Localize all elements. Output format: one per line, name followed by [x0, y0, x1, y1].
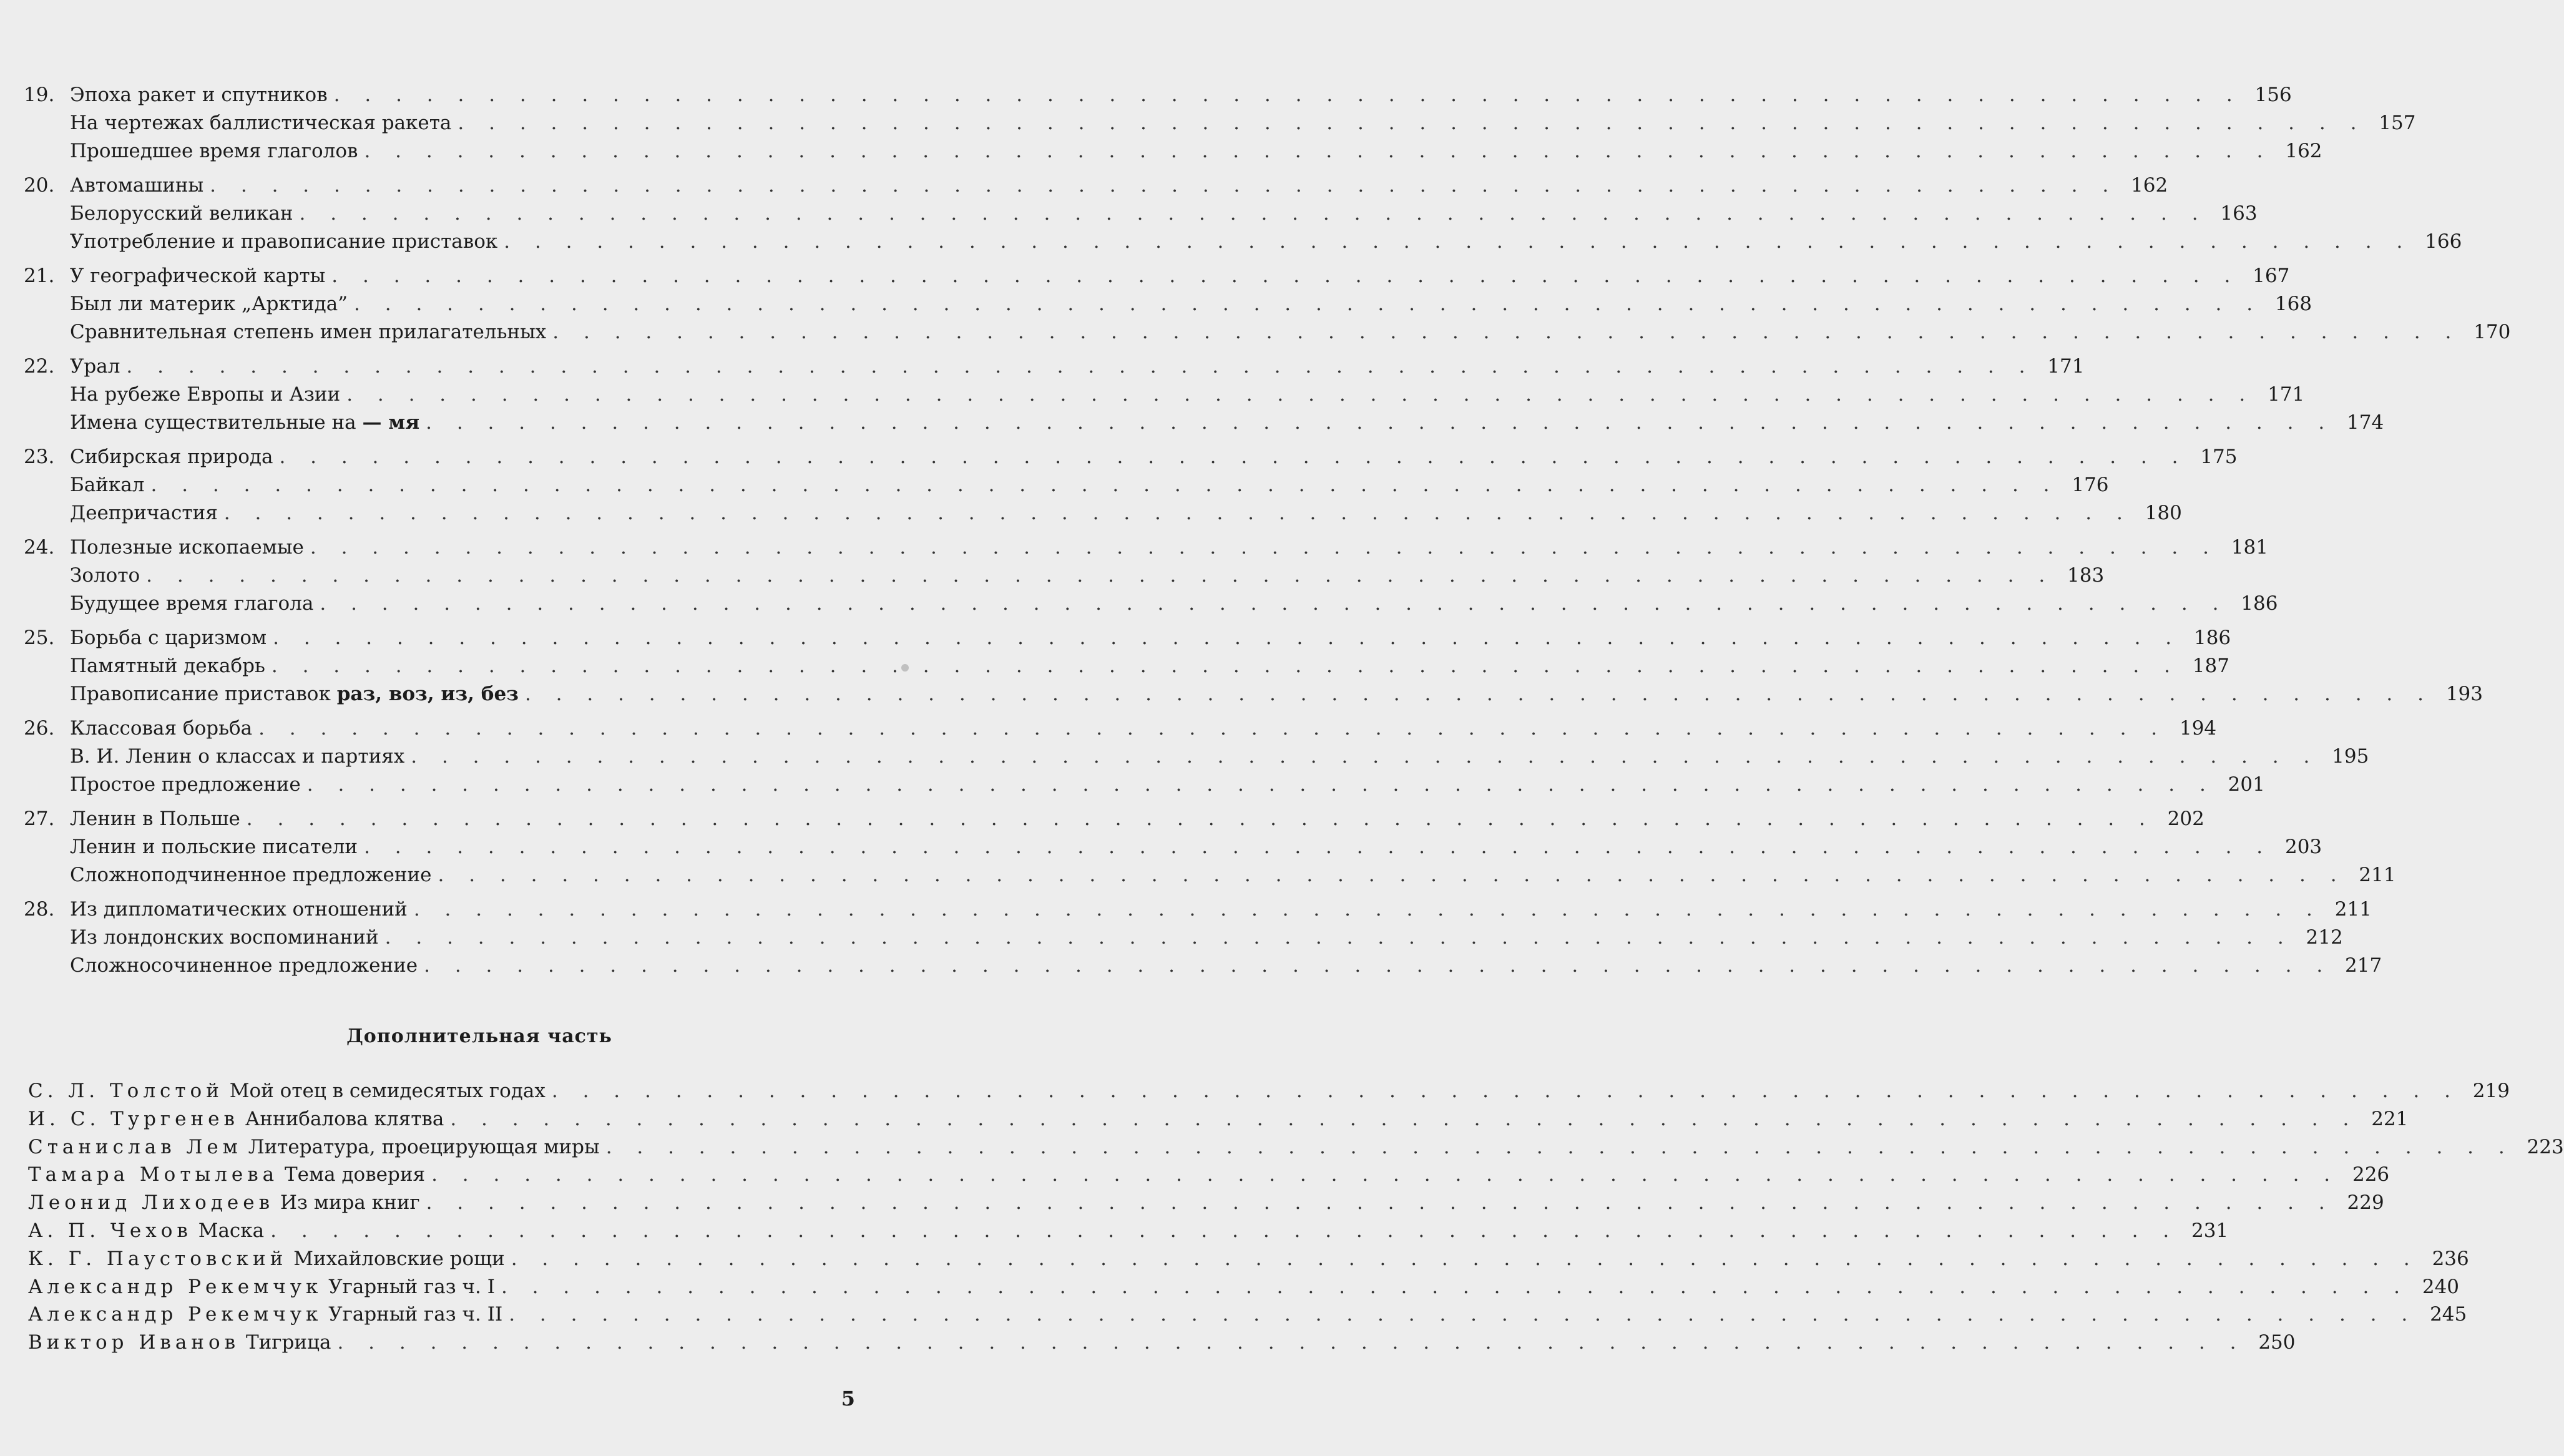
entry-author: К. Г. Паустовский — [28, 1247, 288, 1270]
entry-title — [70, 81, 328, 109]
dot-leader — [450, 1105, 2358, 1133]
page-ref: 245 — [2430, 1303, 2467, 1326]
dot-leader — [511, 1245, 2419, 1273]
toc-entry — [24, 137, 2322, 165]
entry-title — [70, 137, 358, 165]
supplement-entry — [28, 1245, 2469, 1273]
entry-title — [70, 771, 301, 799]
entry-title-text: Простое предложение — [70, 773, 301, 796]
entry-work-title: Угарный газ ч. II — [328, 1303, 503, 1326]
entry-author: Тамара Мотылева — [28, 1163, 279, 1186]
toc-entry — [24, 381, 2305, 409]
entry-title — [70, 562, 140, 590]
dot-leader — [300, 200, 2208, 228]
toc-group — [24, 353, 2384, 437]
entry-title — [70, 861, 432, 889]
chapter-number: 22. — [24, 355, 55, 378]
entry-title-text: Ленин в Польше — [70, 808, 240, 830]
dot-leader — [438, 861, 2346, 889]
dot-leader — [552, 1077, 2460, 1105]
page-ref: 171 — [2268, 383, 2305, 406]
supplement-entry — [28, 1329, 2296, 1357]
entry-title — [28, 1245, 505, 1273]
entry-title — [70, 896, 408, 924]
page-ref: 175 — [2200, 446, 2238, 468]
dot-leader — [504, 228, 2412, 256]
page-ref: 168 — [2274, 293, 2312, 315]
dot-leader — [150, 471, 2058, 499]
toc-entry — [24, 290, 2312, 318]
page-ref: 201 — [2228, 773, 2265, 796]
chapter-number: 23. — [24, 446, 55, 468]
entry-title — [70, 172, 203, 200]
page-ref: 223 — [2527, 1135, 2564, 1158]
toc-group — [24, 172, 2462, 256]
page-ref: 202 — [2167, 808, 2204, 830]
dot-leader — [334, 81, 2242, 109]
dot-leader — [279, 443, 2187, 471]
toc-entry — [24, 534, 2268, 562]
entry-title-text: Из дипломатических отношений — [70, 898, 408, 921]
supplement-entry — [28, 1273, 2460, 1301]
page-ref: 167 — [2253, 265, 2290, 287]
supplement-entry — [28, 1189, 2384, 1217]
toc-entry — [24, 652, 2229, 680]
entry-author: И. С. Тургенев — [28, 1107, 239, 1130]
dot-leader — [337, 1329, 2245, 1357]
page-ref: 211 — [2359, 864, 2396, 886]
table-of-contents — [24, 81, 2511, 986]
entry-title — [70, 715, 252, 743]
toc-entry — [24, 952, 2382, 980]
entry-title — [70, 318, 546, 346]
dot-leader — [320, 590, 2228, 618]
section-heading: Дополнительная часть — [346, 1025, 612, 1047]
entry-title — [28, 1217, 264, 1245]
dot-leader — [273, 624, 2181, 652]
page-ref: 217 — [2345, 954, 2382, 977]
entry-title — [70, 743, 404, 771]
entry-title — [28, 1301, 502, 1329]
page-ref: 229 — [2347, 1191, 2384, 1214]
entry-title-text: Урал — [70, 355, 120, 378]
toc-entry — [24, 318, 2511, 346]
chapter-number: 25. — [24, 627, 55, 649]
entry-title-text: Эпоха ракет и спутников — [70, 84, 328, 106]
entry-title — [28, 1105, 444, 1133]
toc-entry — [24, 443, 2238, 471]
toc-entry — [24, 924, 2343, 952]
entry-title — [70, 262, 325, 290]
dot-leader — [414, 896, 2322, 924]
toc-entry — [24, 262, 2290, 290]
page-ref: 240 — [2422, 1275, 2460, 1298]
page-ref: 157 — [2379, 112, 2416, 134]
entry-author: Александр Рекемчук — [28, 1303, 323, 1326]
chapter-number: 27. — [24, 808, 55, 830]
toc-entry — [24, 680, 2483, 708]
dot-leader — [458, 109, 2366, 137]
entry-title-text: Имена существительные на — [70, 411, 356, 434]
entry-title — [28, 1273, 495, 1301]
page-ref: 186 — [2193, 627, 2231, 649]
toc-group — [24, 715, 2369, 799]
dot-leader — [426, 409, 2334, 437]
paper-speck — [901, 664, 909, 672]
toc-entry — [24, 81, 2292, 109]
entry-title-text: Из лондонских воспоминаний — [70, 926, 379, 949]
entry-title-text: Был ли материк „Арктида” — [70, 293, 348, 315]
toc-group — [24, 624, 2483, 708]
entry-work-title: Литература, проецирующая миры — [248, 1135, 600, 1158]
toc-group — [24, 81, 2416, 165]
dot-leader — [525, 680, 2433, 708]
dot-leader — [310, 534, 2218, 562]
entry-title — [70, 499, 218, 527]
page-ref: 221 — [2371, 1107, 2409, 1130]
entry-author: Леонид Лиходеев — [28, 1191, 275, 1214]
page-ref: 194 — [2179, 717, 2217, 740]
page-ref: 162 — [2131, 174, 2168, 197]
toc-group — [24, 805, 2396, 889]
entry-work-title: Угарный газ ч. I — [328, 1275, 495, 1298]
dot-leader — [258, 715, 2166, 743]
dot-leader — [606, 1133, 2514, 1161]
dot-leader — [146, 562, 2054, 590]
dot-leader — [224, 499, 2132, 527]
toc-entry — [24, 562, 2105, 590]
toc-entry — [24, 200, 2258, 228]
toc-entry — [24, 109, 2416, 137]
supplement-entry — [28, 1217, 2229, 1245]
toc-group — [24, 443, 2238, 527]
page-number: 5 — [841, 1387, 855, 1410]
toc-group — [24, 262, 2511, 346]
entry-title-bold: раз, воз, из, без — [336, 683, 519, 705]
dot-leader — [270, 1217, 2178, 1245]
toc-entry — [24, 805, 2204, 833]
entry-work-title: Тема доверия — [285, 1163, 426, 1186]
dot-leader — [247, 805, 2155, 833]
page-ref: 211 — [2334, 898, 2372, 921]
entry-title — [70, 590, 313, 618]
entry-work-title: Михайловские рощи — [293, 1247, 505, 1270]
entry-title — [70, 290, 348, 318]
entry-title-text: Сложносочиненное предложение — [70, 954, 418, 977]
entry-title-text: На рубеже Европы и Азии — [70, 383, 341, 406]
page-ref: 156 — [2254, 84, 2292, 106]
entry-title — [28, 1133, 600, 1161]
entry-title — [70, 200, 293, 228]
entry-title — [70, 652, 265, 680]
page-ref: 181 — [2231, 536, 2268, 559]
chapter-number: 20. — [24, 174, 55, 197]
dot-leader — [126, 353, 2034, 381]
entry-title-text: Ленин и польские писатели — [70, 836, 358, 858]
toc-entry — [24, 471, 2109, 499]
toc-entry — [24, 896, 2372, 924]
supplementary-contents — [28, 1077, 2564, 1357]
chapter-number: 28. — [24, 898, 55, 921]
dot-leader — [411, 743, 2319, 771]
entry-work-title: Из мира книг — [280, 1191, 420, 1214]
dot-leader — [431, 1161, 2339, 1189]
page-ref: 193 — [2445, 683, 2483, 705]
entry-title-text: Употребление и правописание приставок — [70, 230, 498, 253]
toc-entry — [24, 353, 2085, 381]
entry-title — [70, 228, 497, 256]
dot-leader — [426, 1189, 2334, 1217]
entry-title-text: Сложноподчиненное предложение — [70, 864, 432, 886]
chapter-number: 24. — [24, 536, 55, 559]
entry-title-text: Деепричастия — [70, 502, 218, 524]
dot-leader — [552, 318, 2460, 346]
page-ref: 174 — [2347, 411, 2384, 434]
entry-title — [28, 1329, 331, 1357]
entry-title-text: Белорусский великан — [70, 202, 293, 225]
entry-title-text: Борьба с царизмом — [70, 627, 267, 649]
entry-title-text: В. И. Ленин о классах и партиях — [70, 745, 405, 768]
entry-title-text: Полезные ископаемые — [70, 536, 304, 559]
toc-entry — [24, 715, 2217, 743]
supplement-entry — [28, 1161, 2390, 1189]
dot-leader — [210, 172, 2118, 200]
page-ref: 186 — [2241, 592, 2278, 615]
entry-title-text: У географической карты — [70, 265, 326, 287]
entry-title — [70, 109, 451, 137]
entry-work-title: Аннибалова клятва — [245, 1107, 444, 1130]
page-ref: 162 — [2285, 140, 2322, 162]
toc-entry — [24, 499, 2182, 527]
page-ref: 170 — [2473, 321, 2511, 343]
page-ref: 203 — [2284, 836, 2322, 858]
toc-entry — [24, 409, 2384, 437]
page-ref: 163 — [2220, 202, 2258, 225]
toc-entry — [24, 861, 2396, 889]
dot-leader — [424, 952, 2332, 980]
entry-title-bold: — мя — [362, 411, 420, 434]
entry-title — [28, 1189, 420, 1217]
entry-title-text: На чертежах баллистическая ракета — [70, 112, 452, 134]
toc-entry — [24, 624, 2231, 652]
page-ref: 171 — [2047, 355, 2085, 378]
toc-group — [24, 534, 2278, 618]
dot-leader — [307, 771, 2215, 799]
dot-leader — [364, 833, 2272, 861]
dot-leader — [272, 652, 2180, 680]
entry-title — [70, 443, 273, 471]
entry-work-title: Маска — [198, 1219, 265, 1242]
page-ref: 250 — [2258, 1331, 2296, 1354]
entry-title-text: Автомашины — [70, 174, 204, 197]
entry-author: Станислав Лем — [28, 1135, 242, 1158]
page-ref: 187 — [2192, 655, 2229, 677]
page-ref: 226 — [2352, 1163, 2390, 1186]
entry-title — [28, 1161, 425, 1189]
dot-leader — [501, 1273, 2409, 1301]
entry-work-title: Тигрица — [245, 1331, 331, 1354]
entry-title — [70, 952, 418, 980]
page-ref: 166 — [2425, 230, 2462, 253]
toc-entry — [24, 833, 2322, 861]
entry-title-text: Сибирская природа — [70, 446, 273, 468]
entry-title — [70, 471, 144, 499]
entry-title-text: Сравнительная степень имен прилагательных — [70, 321, 547, 343]
entry-title-text: Памятный декабрь — [70, 655, 265, 677]
entry-title — [70, 624, 267, 652]
entry-title — [28, 1077, 546, 1105]
dot-leader — [331, 262, 2239, 290]
entry-title — [70, 381, 340, 409]
dot-leader — [364, 137, 2272, 165]
page-ref: 176 — [2072, 474, 2109, 496]
supplement-entry — [28, 1133, 2564, 1161]
entry-author: Виктор Иванов — [28, 1331, 240, 1354]
page-ref: 195 — [2332, 745, 2369, 768]
page-ref: 180 — [2145, 502, 2182, 524]
supplement-entry — [28, 1077, 2510, 1105]
dot-leader — [385, 924, 2293, 952]
toc-group — [24, 896, 2382, 980]
entry-title — [70, 833, 358, 861]
toc-entry — [24, 590, 2278, 618]
entry-author: А. П. Чехов — [28, 1219, 192, 1242]
entry-title — [70, 805, 240, 833]
dot-leader — [354, 290, 2262, 318]
entry-title-text: Классовая борьба — [70, 717, 253, 740]
page-ref: 236 — [2432, 1247, 2469, 1270]
entry-title-text: Байкал — [70, 474, 145, 496]
entry-author: Александр Рекемчук — [28, 1275, 323, 1298]
dot-leader — [509, 1301, 2417, 1329]
supplement-entry — [28, 1301, 2467, 1329]
entry-title — [70, 534, 304, 562]
toc-entry — [24, 771, 2265, 799]
supplement-entry — [28, 1105, 2409, 1133]
entry-title — [70, 409, 419, 437]
entry-title — [70, 680, 519, 708]
chapter-number: 21. — [24, 265, 55, 287]
page-ref: 212 — [2306, 926, 2343, 949]
entry-author: С. Л. Толстой — [28, 1080, 223, 1102]
entry-title-text: Правописание приставок — [70, 683, 331, 705]
entry-title — [70, 353, 120, 381]
chapter-number: 26. — [24, 717, 55, 740]
toc-entry — [24, 743, 2369, 771]
entry-title-text: Прошедшее время глаголов — [70, 140, 358, 162]
page-ref: 231 — [2191, 1219, 2229, 1242]
entry-title-text: Будущее время глагола — [70, 592, 314, 615]
entry-title-text: Золото — [70, 564, 140, 587]
page-ref: 219 — [2472, 1080, 2510, 1102]
chapter-number: 19. — [24, 84, 55, 106]
toc-entry — [24, 172, 2168, 200]
dot-leader — [346, 381, 2254, 409]
entry-work-title: Мой отец в семидесятых годах — [229, 1080, 546, 1102]
page-ref: 183 — [2067, 564, 2105, 587]
entry-title — [70, 924, 379, 952]
toc-entry — [24, 228, 2462, 256]
